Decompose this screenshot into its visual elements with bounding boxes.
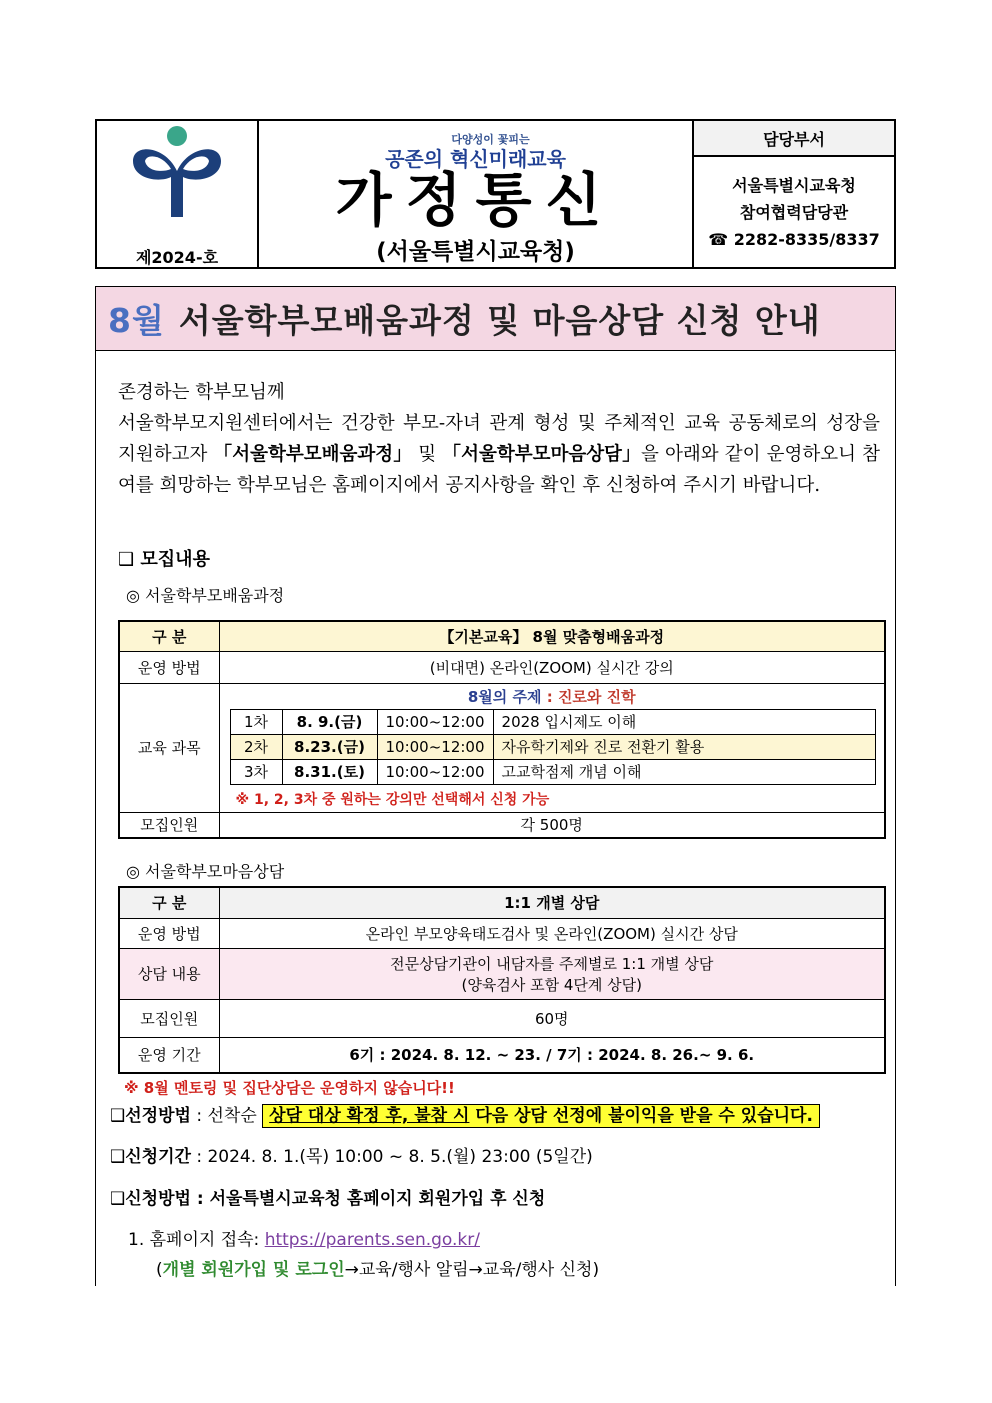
step-1-path xyxy=(156,1255,599,1280)
table-row xyxy=(230,734,875,759)
intro-text-2: 을 아래와 같이 운영하오니 참여를 희망하는 학부모님은 홈페이지에서 공지사항을 확인 후 신청하여 주시기 바랍니다. xyxy=(118,444,881,496)
period-key: ❑신청기간 xyxy=(110,1147,191,1167)
course-curriculum-cell xyxy=(219,683,885,812)
course-subtitle: ◎ 서울학부모배움과정 xyxy=(126,586,285,605)
counsel-recruit-value: 60명 xyxy=(219,999,885,1037)
session-topic: 자유학기제와 진로 전환기 활용 xyxy=(493,734,875,759)
notice-title-month: 8월 xyxy=(108,301,165,340)
course-curriculum-label: 교육 과목 xyxy=(119,683,219,812)
counsel-table xyxy=(118,886,886,1074)
course-recruit-value: 각 500명 xyxy=(219,812,885,838)
counsel-recruit-label: 모집인원 xyxy=(119,999,219,1037)
step-1-label: 1. 홈페이지 접속: xyxy=(128,1230,265,1250)
issuing-org: (서울특별시교육청) xyxy=(376,239,575,265)
session-no: 1차 xyxy=(230,709,282,734)
table-row xyxy=(230,709,875,734)
step-1 xyxy=(128,1225,480,1250)
session-time: 10:00~12:00 xyxy=(377,759,493,784)
counsel-subtitle: ◎ 서울학부모마음상담 xyxy=(126,862,285,881)
intro-text-mid: 및 xyxy=(412,444,443,465)
slogan: 공존의 혁신미래교육 xyxy=(385,147,566,171)
program-name-course: 「서울학부모배움과정」 xyxy=(213,444,413,465)
session-date: 8. 9.(금) xyxy=(282,709,377,734)
counsel-header-value: 1:1 개별 상담 xyxy=(219,887,885,918)
course-method-label: 운영 방법 xyxy=(119,651,219,683)
selection-key: ❑선정방법 xyxy=(110,1106,191,1126)
homepage-link[interactable]: https://parents.sen.go.kr/ xyxy=(264,1230,480,1250)
department-label: 담당부서 xyxy=(694,121,894,157)
logo-cell xyxy=(97,121,259,267)
department-info xyxy=(694,157,894,267)
selection-value: 선착순 xyxy=(207,1106,263,1126)
notice-title xyxy=(96,287,895,351)
counsel-method-value: 온라인 부모양육태도검사 및 온라인(ZOOM) 실시간 상담 xyxy=(219,918,885,948)
selection-highlight-rest: 다음 상담 선정에 불이익을 받을 수 있습니다. xyxy=(469,1106,813,1126)
counsel-content-label: 상담 내용 xyxy=(119,948,219,999)
notice-title-text: 서울학부모배움과정 및 마음상담 신청 안내 xyxy=(178,301,821,340)
period-sep: : xyxy=(190,1147,208,1167)
course-recruit-label: 모집인원 xyxy=(119,812,219,838)
apply-sep: : xyxy=(190,1189,210,1209)
selection-sep: : xyxy=(190,1106,208,1126)
application-period xyxy=(110,1142,593,1167)
issue-number: 제2024-호 xyxy=(135,248,219,267)
table-row xyxy=(230,759,875,784)
apply-value: 서울특별시교육청 홈페이지 회원가입 후 신청 xyxy=(209,1189,546,1209)
greeting: 존경하는 학부모님께 xyxy=(118,382,285,403)
counsel-period-label: 운영 기간 xyxy=(119,1037,219,1073)
seoul-education-emblem-icon xyxy=(125,123,229,223)
session-table xyxy=(230,709,876,785)
session-time: 10:00~12:00 xyxy=(377,709,493,734)
session-time: 10:00~12:00 xyxy=(377,734,493,759)
theme-colon: : xyxy=(546,687,558,706)
apply-key: ❑신청방법 xyxy=(110,1189,191,1209)
application-method xyxy=(110,1184,545,1209)
program-name-counsel: 「서울학부모마음상담」 xyxy=(442,444,641,465)
course-header-value: 【기본교육】 8월 맞춤형배움과정 xyxy=(219,621,885,651)
theme-value: 진로와 진학 xyxy=(557,687,636,706)
course-note: ※ 1, 2, 3차 중 원하는 강의만 선택해서 신청 가능 xyxy=(235,791,550,808)
period-value: 2024. 8. 1.(목) 10:00 ~ 8. 5.(월) 23:00 (5일간) xyxy=(207,1147,593,1167)
session-no: 3차 xyxy=(230,759,282,784)
step-1-signup: 개별 회원가입 및 로그인 xyxy=(162,1260,345,1280)
no-mentoring-warning: ※ 8월 멘토링 및 집단상담은 운영하지 않습니다!! xyxy=(124,1079,455,1097)
counsel-content-line-2: (양육검사 포함 4단계 상담) xyxy=(461,975,642,994)
selection-highlight xyxy=(262,1104,820,1128)
session-date: 8.23.(금) xyxy=(282,734,377,759)
intro-body xyxy=(118,408,880,501)
counsel-method-label: 운영 방법 xyxy=(119,918,219,948)
session-date: 8.31.(토) xyxy=(282,759,377,784)
department-cell xyxy=(694,121,894,267)
title-cell xyxy=(259,121,694,267)
slogan-small: 다양성이 꽃피는 xyxy=(451,133,530,146)
selection-method xyxy=(110,1101,820,1126)
step-1-rest: →교육/행사 알림→교육/행사 신청) xyxy=(344,1260,600,1280)
session-topic: 고교학점제 개념 이해 xyxy=(493,759,875,784)
session-topic: 2028 입시제도 이해 xyxy=(493,709,875,734)
notice-frame xyxy=(95,286,896,1286)
session-no: 2차 xyxy=(230,734,282,759)
counsel-header-label: 구 분 xyxy=(119,887,219,918)
selection-highlight-underline: 상담 대상 확정 후, 불참 시 xyxy=(269,1106,470,1126)
course-table xyxy=(118,620,886,839)
section-recruit: ❑ 모집내용 xyxy=(118,549,210,570)
course-theme xyxy=(220,686,885,707)
newsletter-title: 가정통신 xyxy=(335,166,616,234)
theme-prefix: 8월의 주제 xyxy=(467,687,547,706)
newsletter-header xyxy=(95,119,896,269)
department-name-1: 서울특별시교육청 xyxy=(732,175,856,195)
intro-text-1: 서울학부모지원센터에서는 건강한 부모-자녀 관계 형성 및 주체적인 교육 공동체로의 성장을 지원하고자 xyxy=(118,413,880,465)
department-phone: ☎ 2282-8335/8337 xyxy=(708,229,880,249)
course-method-value: (비대면) 온라인(ZOOM) 실시간 강의 xyxy=(219,651,885,683)
step-1-paren: ( xyxy=(156,1260,163,1280)
counsel-content-value xyxy=(219,948,885,999)
counsel-period-value: 6기 : 2024. 8. 12. ~ 23. / 7기 : 2024. 8. 26.~ 9. 6. xyxy=(219,1037,885,1073)
counsel-content-line-1: 전문상담기관이 내담자를 주제별로 1:1 개별 상담 xyxy=(390,954,714,973)
course-header-label: 구 분 xyxy=(119,621,219,651)
department-name-2: 참여협력담당관 xyxy=(739,202,849,222)
intro-paragraph xyxy=(118,377,880,501)
